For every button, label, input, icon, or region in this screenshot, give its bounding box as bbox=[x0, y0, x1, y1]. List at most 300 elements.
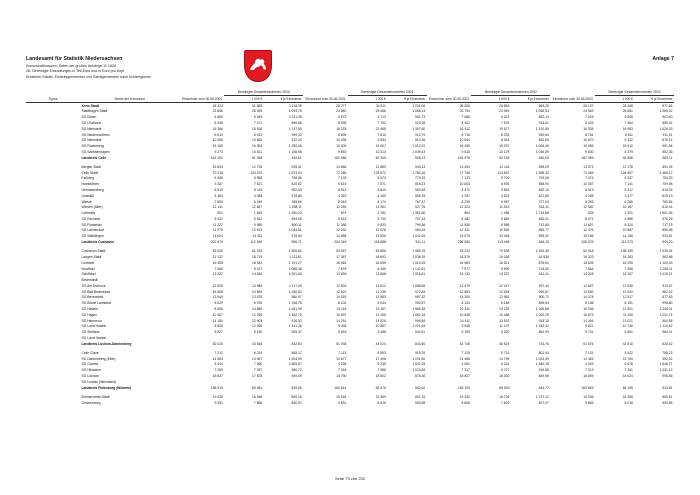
cell-value: 10 670 bbox=[583, 138, 594, 143]
cell-value: 14 659 bbox=[252, 289, 263, 294]
cell-value: 1 117,09 bbox=[288, 283, 302, 288]
cell-value: 14 411 bbox=[459, 318, 470, 323]
cell-value: 779,15 bbox=[415, 176, 426, 181]
cell-value: 910,79 bbox=[415, 132, 426, 137]
cell-value: 1 166,96 bbox=[288, 149, 302, 154]
cell-value: 905,37 bbox=[291, 330, 302, 335]
cell-value: 1 111,81 bbox=[289, 254, 302, 259]
cell-value: 8 102 bbox=[338, 301, 347, 306]
cell-value: 9 058 bbox=[338, 324, 347, 329]
cell-value: 1 192,85 bbox=[535, 126, 549, 131]
cell-value: 5 651 bbox=[624, 330, 633, 335]
cell-value: 1 036,76 bbox=[412, 254, 426, 259]
cell-value: 901 bbox=[217, 211, 223, 216]
cell-value: 1 873,04 bbox=[288, 170, 302, 175]
cell-value: 104 897 bbox=[620, 170, 633, 175]
cell-value: 18 539 bbox=[538, 254, 549, 259]
cell-kommune-name: Stadthagen,Stadt bbox=[81, 109, 108, 114]
cell-value: 1 019,21 bbox=[659, 272, 673, 277]
cell-value: 1 036,89 bbox=[535, 149, 549, 154]
cell-value: 878,30 bbox=[415, 373, 426, 378]
cell-value: 827,97 bbox=[538, 400, 549, 405]
cell-value: 7 471 bbox=[253, 121, 263, 125]
cell-value: 6 593 bbox=[377, 350, 386, 355]
cell-value: 9 816 bbox=[461, 149, 470, 154]
cell-value: 5 730 bbox=[377, 216, 386, 221]
cell-value: 7 074 bbox=[585, 176, 594, 181]
cell-value: 8 324 bbox=[624, 222, 633, 227]
cell-value: 71 459 bbox=[583, 170, 594, 175]
cell-value: 12 176 bbox=[622, 164, 633, 169]
th-2000-pro-kopf: € je Einwohner bbox=[264, 95, 303, 102]
cell-value: 962,02 bbox=[662, 289, 673, 294]
cell-value: 9 533 bbox=[377, 222, 386, 227]
cell-value: 7 485 bbox=[214, 266, 223, 271]
cell-value: 1 031,12 bbox=[659, 368, 673, 373]
cell-value: 18 543 bbox=[252, 260, 263, 265]
cell-value: 16 455 bbox=[212, 260, 223, 265]
cell-value: 108 339 bbox=[620, 249, 633, 254]
cell-value: 12 116 bbox=[499, 164, 510, 169]
header-subtitle-1: Kommunalfinanzen: Daten der großen Anhänge 11 1828 bbox=[26, 64, 116, 69]
cell-value: 13 612 bbox=[375, 283, 386, 288]
cell-value: 18 827 bbox=[459, 373, 470, 378]
th-gesamteinnahmen-2001: Bereinigte Gesamteinnahmen 2001 bbox=[348, 89, 427, 95]
cell-value: 12 447 bbox=[499, 283, 510, 288]
cell-value: 18 323 bbox=[583, 254, 594, 259]
cell-value: 7 316 bbox=[338, 368, 347, 373]
cell-value: 7 319 bbox=[585, 368, 594, 373]
cell-value: 10 367 bbox=[212, 312, 223, 317]
cell-value: 13 118 bbox=[336, 307, 347, 311]
cell-value: 12 054 bbox=[622, 289, 633, 294]
cell-value: 1 468,12 bbox=[659, 170, 673, 175]
cell-value: 21 132 bbox=[212, 254, 223, 259]
cell-value: 113 498 bbox=[497, 240, 510, 245]
cell-value: 980,97 bbox=[291, 295, 302, 300]
cell-value: 5 422 bbox=[624, 350, 633, 355]
cell-value: 990,57 bbox=[415, 301, 426, 306]
cell-value: 10 746 bbox=[622, 324, 633, 329]
cell-value: 5 987 bbox=[501, 199, 510, 204]
cell-value: 84 195 bbox=[622, 385, 633, 390]
cell-value: 17 387 bbox=[336, 254, 347, 259]
cell-value: 9 669 bbox=[585, 400, 594, 405]
cell-value: 8 379 bbox=[624, 149, 633, 154]
page-header bbox=[26, 56, 674, 80]
th-2001-tsd-euro: 1 000 € bbox=[348, 95, 387, 102]
cell-value: 182 389 bbox=[581, 155, 594, 160]
cell-value: 6 249 bbox=[253, 199, 263, 204]
cell-value: 13 531 bbox=[499, 318, 510, 323]
cell-value: 12 141 bbox=[212, 205, 223, 210]
th-typus: Typus bbox=[26, 89, 80, 102]
cell-value: 12 663 bbox=[459, 289, 470, 294]
cell-value: 7 086 bbox=[461, 115, 470, 120]
table-head bbox=[26, 89, 674, 102]
cell-value: 8 336 bbox=[214, 121, 223, 125]
cell-value: 899,56 bbox=[662, 400, 673, 405]
cell-value: 11 513 bbox=[499, 205, 510, 210]
cell-value: 11 150 bbox=[375, 312, 386, 317]
th-2000-tsd-euro: 1 000 € bbox=[224, 95, 263, 102]
cell-value: 8 605 bbox=[338, 132, 347, 137]
cell-value: 6 151 bbox=[624, 301, 633, 306]
cell-value: 5 049 bbox=[253, 115, 263, 120]
cell-value: 25 661 bbox=[622, 109, 633, 114]
cell-kommune-name: SG Hagen bbox=[81, 312, 98, 317]
cell-value: 984,41 bbox=[662, 330, 673, 335]
cell-value: 910,36 bbox=[415, 138, 426, 143]
cell-value: 898,29 bbox=[538, 164, 549, 169]
cell-value: 1 088,68 bbox=[412, 283, 426, 288]
cell-value: 51 938 bbox=[336, 341, 347, 346]
cell-value: 38 524 bbox=[499, 341, 510, 346]
cell-kommune-name: SG Eilsen bbox=[81, 115, 97, 120]
cell-value: 13 985 bbox=[252, 283, 263, 288]
cell-value: 1 584,18 bbox=[535, 362, 549, 367]
cell-value: 19 036 bbox=[499, 254, 510, 259]
cell-value: 5 827 bbox=[214, 330, 223, 335]
cell-kommune-name: Bremervörde,Stadt bbox=[81, 394, 110, 399]
cell-value: 14 394 bbox=[583, 318, 594, 323]
cell-value: 15 910 bbox=[622, 144, 633, 149]
cell-value: 12 255 bbox=[252, 312, 263, 317]
cell-kommune-name: SG Am Dobrock bbox=[81, 283, 106, 288]
cell-value: 1 588,38 bbox=[412, 307, 426, 311]
cell-value: 15 937 bbox=[499, 144, 510, 149]
cell-value: 10 498 bbox=[336, 138, 347, 143]
cell-value: 895,54 bbox=[538, 301, 549, 306]
cell-value: 16 983 bbox=[622, 126, 633, 131]
cell-value: 18 719 bbox=[252, 254, 263, 259]
cell-value: 4 297 bbox=[461, 193, 470, 198]
cell-kommune-name: Lohheide bbox=[81, 211, 96, 216]
cell-value: 15 507 bbox=[375, 144, 386, 149]
cell-value: 4 049 bbox=[585, 362, 594, 367]
cell-value: 903,60 bbox=[662, 115, 673, 120]
cell-value: 9 989 bbox=[253, 222, 263, 227]
cell-value: 14 526 bbox=[375, 318, 386, 323]
cell-value: 13 167 bbox=[375, 307, 386, 311]
cell-value: 12 981 bbox=[499, 295, 510, 300]
th-gesamteinnahmen-2000: Bereinigte Gesamteinnahmen 2000 bbox=[224, 89, 303, 95]
cell-value: 743,76 bbox=[538, 341, 549, 346]
cell-value: 15 769 bbox=[622, 356, 633, 361]
cell-value: 10 187 bbox=[622, 205, 633, 210]
cell-value: 16 412 bbox=[459, 126, 470, 131]
cell-value: 18 694 bbox=[583, 373, 594, 378]
cell-value: 933,51 bbox=[662, 234, 673, 239]
cell-value: 10 887 bbox=[622, 228, 633, 233]
cell-value: 12 479 bbox=[459, 283, 470, 288]
cell-value: 6 148 bbox=[501, 301, 510, 306]
cell-value: 760,84 bbox=[662, 199, 673, 204]
cell-value: 2 039,34 bbox=[659, 249, 673, 254]
cell-value: 14 163 bbox=[336, 295, 347, 300]
cell-value: 1 719,86 bbox=[535, 211, 549, 216]
cell-value: 878,81 bbox=[538, 260, 549, 265]
cell-value: 72 280 bbox=[336, 170, 347, 175]
cell-value: 1 114,62 bbox=[659, 324, 673, 329]
cell-kommune-name: SG Flotwedel bbox=[81, 222, 102, 227]
cell-kommune-name: Schiffdorf bbox=[81, 272, 96, 277]
cell-value: 12 530 bbox=[583, 289, 594, 294]
cell-value: 4 169 bbox=[377, 193, 386, 198]
cell-value: 11 976 bbox=[212, 228, 223, 233]
cell-value: 163 193 bbox=[457, 385, 470, 390]
cell-value: 509,11 bbox=[662, 155, 673, 160]
cell-value: 1 542,25 bbox=[412, 362, 426, 367]
cell-kommune-name: Faßberg bbox=[81, 176, 95, 181]
cell-value: 891,26 bbox=[662, 164, 673, 169]
cell-value: 23 840 bbox=[336, 109, 347, 114]
cell-value: 181 976 bbox=[457, 155, 470, 160]
cell-value: 19 332 bbox=[459, 394, 470, 399]
cell-value: 112 073 bbox=[621, 240, 633, 245]
cell-value: 8 018 bbox=[624, 400, 633, 405]
cell-value: 1 646,71 bbox=[659, 362, 673, 367]
cell-value: 52 918 bbox=[583, 249, 594, 254]
cell-value: 1 011,45 bbox=[288, 115, 302, 120]
cell-value: 7 586 bbox=[377, 368, 386, 373]
cell-value: 815,19 bbox=[662, 193, 673, 198]
cell-value: 840,57 bbox=[291, 400, 302, 405]
cell-value: 14 158 bbox=[622, 234, 633, 239]
cell-value: 460,09 bbox=[538, 155, 549, 160]
table-row bbox=[26, 400, 674, 406]
cell-value: 8 425 bbox=[585, 121, 594, 125]
cell-value: 856,98 bbox=[662, 228, 673, 233]
th-einwohner-2001: Einwohner zum 30.06.2001 bbox=[303, 89, 348, 102]
cell-kommune-name: SG Lüchow bbox=[81, 373, 99, 378]
cell-value: 9 531 bbox=[338, 400, 347, 405]
cell-value: 692,19 bbox=[538, 187, 549, 192]
cell-value: 717,15 bbox=[662, 222, 673, 227]
cell-value: 8 153 bbox=[461, 301, 470, 306]
cell-value: 942,41 bbox=[538, 272, 549, 277]
cell-value: 982,86 bbox=[662, 254, 673, 259]
cell-value: 18 505 bbox=[583, 260, 594, 265]
cell-value: 1 598,32 bbox=[535, 170, 549, 175]
cell-value: 7 653 bbox=[214, 199, 223, 204]
th-2002-tsd-euro: 1 000 € bbox=[471, 95, 510, 102]
cell-value: 1 930,20 bbox=[288, 211, 302, 216]
cell-value: 7 621 bbox=[253, 182, 263, 187]
cell-value: 1 089,02 bbox=[659, 109, 673, 114]
cell-value: 998,80 bbox=[662, 301, 673, 306]
cell-value: 7 212 bbox=[214, 350, 223, 355]
cell-value: 17 498 bbox=[375, 356, 386, 361]
cell-value: 916,55 bbox=[538, 368, 549, 373]
cell-value: 767,47 bbox=[415, 199, 426, 204]
cell-value: 798,86 bbox=[291, 176, 302, 181]
cell-kommune-name: SG Dannenberg (Elbe) bbox=[81, 356, 116, 361]
cell-value: 12 889 bbox=[375, 164, 386, 169]
cell-value: 14 795 bbox=[499, 356, 510, 361]
finance-table bbox=[26, 89, 674, 406]
cell-value: 820,62 bbox=[291, 182, 302, 187]
cell-value: 1 044,81 bbox=[288, 228, 302, 233]
th-einwohner-2000: Einwohner zum 30.06.2000 bbox=[180, 89, 225, 102]
cell-value: 1 118,35 bbox=[288, 103, 302, 108]
cell-value: 1 191,27 bbox=[288, 260, 302, 265]
cell-value: 6 424 bbox=[501, 362, 510, 367]
cell-value: 1 805,67 bbox=[288, 362, 302, 367]
cell-value: 874 bbox=[340, 211, 347, 216]
cell-value: 8 913 bbox=[253, 132, 263, 137]
cell-value: 7 025 bbox=[585, 115, 594, 120]
cell-value: 5 741 bbox=[585, 330, 594, 335]
cell-value: 83 576 bbox=[375, 385, 386, 390]
cell-value: 903,58 bbox=[415, 400, 426, 405]
table-body bbox=[26, 102, 674, 405]
cell-value: 825 bbox=[587, 211, 594, 216]
cell-value: 16 354 bbox=[252, 144, 263, 149]
cell-value: 1 012,91 bbox=[412, 144, 426, 149]
cell-value: 12 026 bbox=[375, 228, 386, 233]
cell-value: 1 153,32 bbox=[535, 324, 549, 329]
header-left-block bbox=[26, 56, 151, 80]
cell-value: 1 137,59 bbox=[288, 126, 302, 131]
cell-value: 5 714 bbox=[501, 350, 510, 355]
cell-value: 997,44 bbox=[538, 283, 549, 288]
cell-value: 889,51 bbox=[662, 394, 673, 399]
cell-kommune-name: Landkreis Cuxhaven bbox=[81, 240, 115, 245]
cell-value: 1 780,16 bbox=[412, 170, 426, 175]
cell-value: 1 038,11 bbox=[659, 266, 673, 271]
cell-value: 5 573 bbox=[377, 176, 386, 181]
cell-value: 7 676 bbox=[501, 121, 510, 125]
cell-value: 654,06 bbox=[291, 216, 302, 221]
cell-value: 26 095 bbox=[252, 109, 263, 114]
cell-value: 10 003 bbox=[459, 182, 470, 187]
cell-value: 742,80 bbox=[538, 222, 549, 227]
cell-value: 8 593 bbox=[501, 182, 510, 187]
cell-value: 9 653 bbox=[338, 149, 347, 154]
cell-value: 12 496 bbox=[252, 324, 263, 329]
cell-value: 24 498 bbox=[622, 103, 633, 108]
cell-value: 12 517 bbox=[622, 295, 633, 300]
cell-value: 14 132 bbox=[459, 272, 470, 277]
cell-kommune-name: SG Lachendorf bbox=[81, 228, 104, 233]
cell-value: 12 513 bbox=[252, 228, 263, 233]
cell-value: 754,29 bbox=[662, 176, 673, 181]
cell-value: 10 697 bbox=[336, 312, 347, 317]
cell-value: 6 235 bbox=[377, 362, 386, 367]
cell-value: 11 108 bbox=[622, 312, 633, 317]
cell-value: 10 569 bbox=[499, 228, 510, 233]
cell-value: 3 523 bbox=[501, 193, 510, 198]
cell-value: 1 158,75 bbox=[288, 301, 302, 306]
cell-kommune-name: Unterlüß bbox=[81, 193, 95, 198]
cell-value: 1 182,70 bbox=[288, 312, 302, 317]
cell-value: 10 879 bbox=[583, 312, 594, 317]
cell-value: 758,23 bbox=[662, 350, 673, 355]
cell-value: 12 321 bbox=[459, 228, 470, 233]
cell-value: 890,11 bbox=[291, 222, 302, 227]
cell-value: 12 536 bbox=[622, 283, 633, 288]
cell-value: 160 614 bbox=[334, 385, 347, 390]
cell-value: 16 821 bbox=[499, 260, 510, 265]
cell-value: 1 266,86 bbox=[535, 307, 549, 311]
cell-value: 11 361 bbox=[375, 205, 386, 210]
cell-value: 16 366 bbox=[212, 126, 223, 131]
cell-value: 7 113 bbox=[338, 350, 347, 355]
cell-value: 7 133 bbox=[461, 176, 470, 181]
cell-kommune-name: SG Eschede bbox=[81, 216, 101, 221]
cell-value: 4 061 bbox=[461, 362, 470, 367]
cell-value: 4 362 bbox=[338, 193, 347, 198]
cell-value: 8 471 bbox=[461, 187, 470, 192]
cell-value: 709,98 bbox=[662, 182, 673, 187]
cell-value: 7 141 bbox=[624, 182, 633, 187]
cell-value: 955,78 bbox=[415, 193, 426, 198]
cell-value: 14 466 bbox=[459, 356, 470, 361]
cell-value: 3 477 bbox=[624, 193, 633, 198]
cell-kommune-name: SG Nienstedt bbox=[81, 126, 102, 131]
cell-value: 34 811 bbox=[375, 103, 386, 108]
cell-value: 53 557 bbox=[336, 249, 347, 254]
cell-value: 4 869 bbox=[214, 115, 223, 120]
cell-value: 15 469 bbox=[212, 289, 223, 294]
cell-value: 18 618 bbox=[252, 126, 263, 131]
cell-value: 987,32 bbox=[415, 295, 426, 300]
cell-value: 5 150 bbox=[253, 330, 263, 335]
cell-value: 4 038 bbox=[338, 362, 347, 367]
cell-value: 727,03 bbox=[538, 199, 549, 204]
th-kommune: Name der Kommune bbox=[80, 89, 180, 102]
cell-value: 12 734 bbox=[252, 164, 263, 169]
cell-value: 5 816 bbox=[338, 330, 347, 335]
cell-value: 18 283 bbox=[622, 254, 633, 259]
cell-value: 53 926 bbox=[212, 249, 223, 254]
cell-value: 801,15 bbox=[415, 394, 426, 399]
cell-kommune-name: SG Gartow bbox=[81, 362, 99, 367]
cell-value: 1 181 bbox=[377, 211, 386, 216]
cell-value: 852,36 bbox=[662, 149, 673, 154]
cell-value: 544,77 bbox=[538, 385, 549, 390]
cell-value: 8 233 bbox=[501, 132, 510, 137]
cell-value: 1 093,78 bbox=[288, 109, 302, 114]
cell-value: 92 856 bbox=[622, 155, 633, 160]
cell-value: 1 068,13 bbox=[412, 109, 426, 114]
cell-value: 1 058,11 bbox=[288, 205, 302, 210]
cell-value: 13 322 bbox=[212, 272, 223, 277]
cell-value: 4 444 bbox=[214, 362, 223, 367]
cell-value: 18 624 bbox=[622, 373, 633, 378]
cell-value: 8 519 bbox=[214, 187, 223, 192]
cell-kommune-name: Langen,Stadt bbox=[81, 254, 102, 259]
cell-value: 10 663 bbox=[252, 138, 263, 143]
cell-value: 911,31 bbox=[662, 132, 673, 137]
cell-value: 14 624 bbox=[212, 234, 223, 239]
cell-value: 10 356 bbox=[212, 138, 223, 143]
cell-value: 19 039 bbox=[212, 394, 223, 399]
cell-value: 26 863 bbox=[499, 103, 510, 108]
cell-value: 158 519 bbox=[210, 385, 223, 390]
cell-kommune-name: SG Sietland bbox=[81, 330, 100, 335]
cell-value: 13 573 bbox=[583, 164, 594, 169]
cell-value: 52 025 bbox=[212, 341, 223, 346]
cell-value: 1 100,43 bbox=[659, 260, 673, 265]
cell-value: 718,50 bbox=[538, 266, 549, 271]
cell-value: 5 968 bbox=[253, 176, 263, 181]
cell-value: 18 692 bbox=[375, 254, 386, 259]
cell-value: 4 713 bbox=[377, 115, 386, 120]
cell-value: 1 023,39 bbox=[535, 356, 549, 361]
cell-value: 8 619 bbox=[214, 132, 223, 137]
